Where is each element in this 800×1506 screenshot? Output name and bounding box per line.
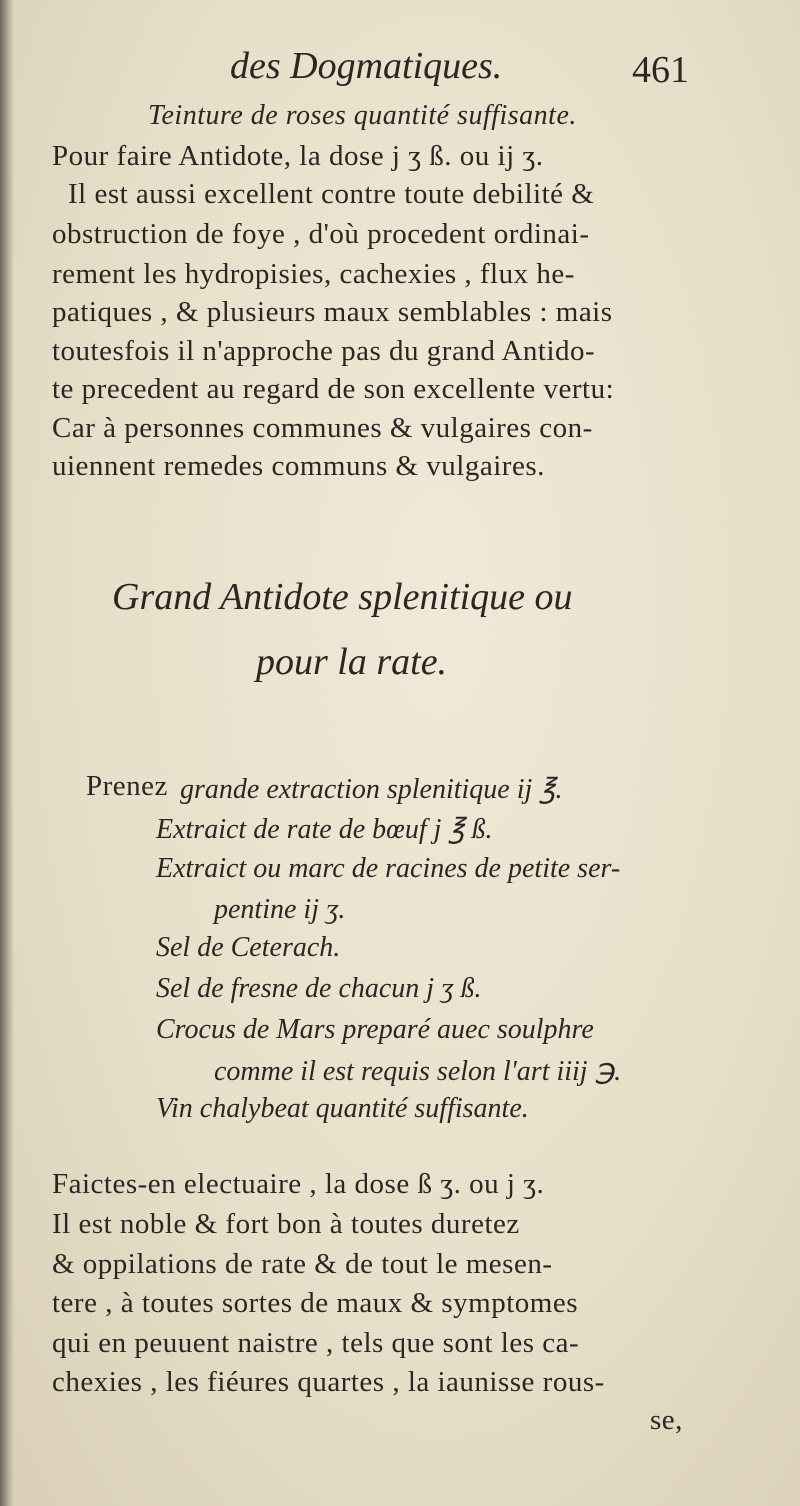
recipe-line: pentine ij ʒ. bbox=[214, 894, 346, 925]
text-line: Car à personnes communes & vulgaires con- bbox=[52, 412, 593, 444]
recipe-line: Sel de fresne de chacun j ʒ ß. bbox=[156, 973, 482, 1004]
text-line: Il est aussi excellent contre toute debilité & bbox=[68, 178, 595, 210]
text-line: te precedent au regard de son excellente vertu: bbox=[52, 373, 615, 405]
text-line: Pour faire Antidote, la dose j ʒ ß. ou ij ʒ. bbox=[52, 140, 544, 172]
section-title-line2: pour la rate. bbox=[256, 641, 448, 683]
text-line: Teinture de roses quantité suffisante. bbox=[148, 100, 577, 131]
section-title-line1: Grand Antidote splenitique ou bbox=[112, 576, 573, 618]
page-gutter-shadow bbox=[0, 0, 14, 1506]
page-number: 461 bbox=[632, 49, 689, 91]
text-line: tere , à toutes sortes de maux & symptomes bbox=[52, 1287, 578, 1319]
recipe-line: Crocus de Mars preparé auec soulphre bbox=[156, 1014, 594, 1045]
text-line: uiennent remedes communs & vulgaires. bbox=[52, 450, 545, 482]
text-line: Il est noble & fort bon à toutes duretez bbox=[52, 1208, 520, 1240]
text-line: patiques , & plusieurs maux semblables : mais bbox=[52, 296, 613, 328]
recipe-line: Sel de Ceterach. bbox=[156, 932, 341, 963]
text-line: toutesfois il n'approche pas du grand Antido- bbox=[52, 335, 596, 367]
recipe-line: Extraict ou marc de racines de petite ser- bbox=[156, 853, 621, 884]
recipe-line: grande extraction splenitique ij ℥. bbox=[180, 774, 563, 805]
text-line: se, bbox=[650, 1404, 683, 1436]
text-line: obstruction de foye , d'où procedent ordinai- bbox=[52, 218, 590, 250]
text-line: & oppilations de rate & de tout le mesen- bbox=[52, 1248, 553, 1280]
recipe-line: Vin chalybeat quantité suffisante. bbox=[156, 1093, 529, 1124]
text-line: chexies , les fiéures quartes , la iaunisse rous- bbox=[52, 1366, 605, 1398]
text-line: Faictes-en electuaire , la dose ß ʒ. ou j ʒ. bbox=[52, 1168, 545, 1200]
recipe-line: Extraict de rate de bœuf j ℥ ß. bbox=[156, 814, 493, 845]
recipe-line: comme il est requis selon l'art iiij ℈. bbox=[214, 1056, 622, 1087]
recipe-prenez: Prenez bbox=[86, 770, 168, 802]
running-title: des Dogmatiques. bbox=[230, 45, 503, 87]
text-line: qui en peuuent naistre , tels que sont les ca- bbox=[52, 1327, 580, 1359]
text-line: rement les hydropisies, cachexies , flux he- bbox=[52, 258, 575, 290]
